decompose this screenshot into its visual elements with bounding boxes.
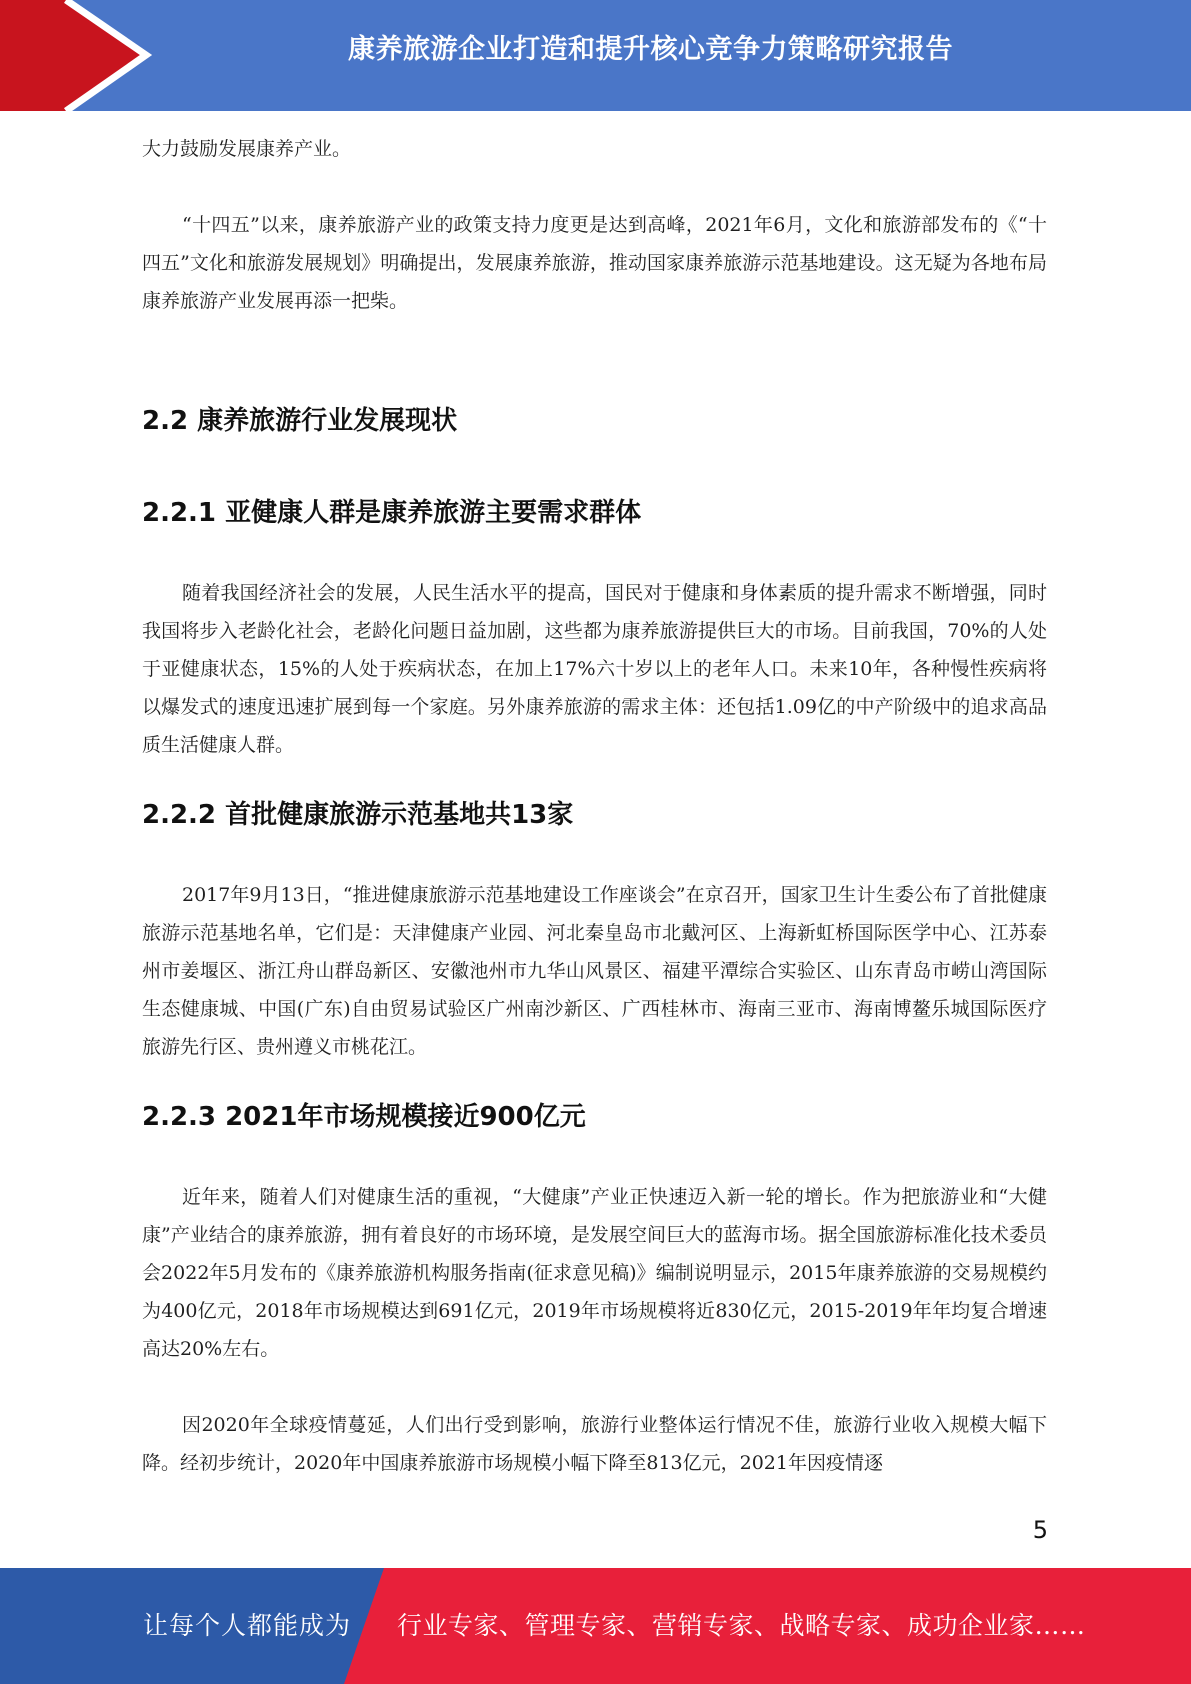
paragraph-demo-bases: 2017年9月13日，“推进健康旅游示范基地建设工作座谈会”在京召开，国家卫生计生委公布了首批健康旅游示范基地名单，它们是：天津健康产业园、河北秦皇岛市北戴河区、上海新虹桥国际医学中心、江苏泰州市姜堰区、浙江舟山群岛新区、安徽池州市九华山风景区、福建平潭综合实验区、山东青岛市崂山湾国际生态健康城、中国(广东)自由贸易试验区广州南沙新区、广西桂林市、海南三亚市、海南博鳌乐城国际医疗旅游先行区、贵州遵义市桃花江。: [142, 884, 1047, 1058]
subsection-heading-2-2-2: 2.2.2 首批健康旅游示范基地共13家: [142, 800, 574, 830]
subsection-heading-2-2-1: 2.2.1 亚健康人群是康养旅游主要需求群体: [142, 498, 642, 528]
page-content: [142, 130, 1047, 1482]
header-title: 康养旅游企业打造和提升核心竞争力策略研究报告: [348, 34, 953, 65]
footer-slogan-right: 行业专家、管理专家、营销专家、战略专家、成功企业家……: [397, 1611, 1086, 1640]
page-footer: [0, 1568, 1191, 1684]
paragraph-subhealth-demand: 随着我国经济社会的发展，人民生活水平的提高，国民对于健康和身体素质的提升需求不断增强，同时我国将步入老龄化社会，老龄化问题日益加剧，这些都为康养旅游提供巨大的市场。目前我国，70%的人处于亚健康状态，15%的人处于疾病状态，在加上17%六十岁以上的老年人口。未来10年，各种慢性疾病将以爆发式的速度迅速扩展到每一个家庭。另外康养旅游的需求主体：还包括1.09亿的中产阶级中的追求高品质生活健康人群。: [142, 582, 1047, 756]
paragraph-market-size: 近年来，随着人们对健康生活的重视，“大健康”产业正快速迈入新一轮的增长。作为把旅游业和“大健康”产业结合的康养旅游，拥有着良好的市场环境，是发展空间巨大的蓝海市场。据全国旅游标准化技术委员会2022年5月发布的《康养旅游机构服务指南(征求意见稿)》编制说明显示，2015年康养旅游的交易规模约为400亿元，2018年市场规模达到691亿元，2019年市场规模将近830亿元，2015-2019年年均复合增速高达20%左右。: [142, 1186, 1047, 1360]
section-heading-2-2: 2.2 康养旅游行业发展现状: [142, 406, 458, 436]
paragraph-pandemic-impact: 因2020年全球疫情蔓延，人们出行受到影响，旅游行业整体运行情况不佳，旅游行业收入规模大幅下降。经初步统计，2020年中国康养旅游市场规模小幅下降至813亿元，2021年因疫情逐: [142, 1414, 1047, 1474]
footer-slogan-left: 让每个人都能成为: [143, 1611, 352, 1640]
subsection-heading-2-2-3: 2.2.3 2021年市场规模接近900亿元: [142, 1102, 586, 1132]
page-number: 5: [1032, 1516, 1048, 1544]
paragraph-intro-end: 大力鼓励发展康养产业。: [142, 138, 352, 160]
page-header: [0, 0, 1191, 111]
paragraph-14th-five-year: “十四五”以来，康养旅游产业的政策支持力度更是达到高峰，2021年6月，文化和旅游部发布的《“十四五”文化和旅游发展规划》明确提出，发展康养旅游，推动国家康养旅游示范基地建设。这无疑为各地布局康养旅游产业发展再添一把柴。: [142, 214, 1047, 312]
